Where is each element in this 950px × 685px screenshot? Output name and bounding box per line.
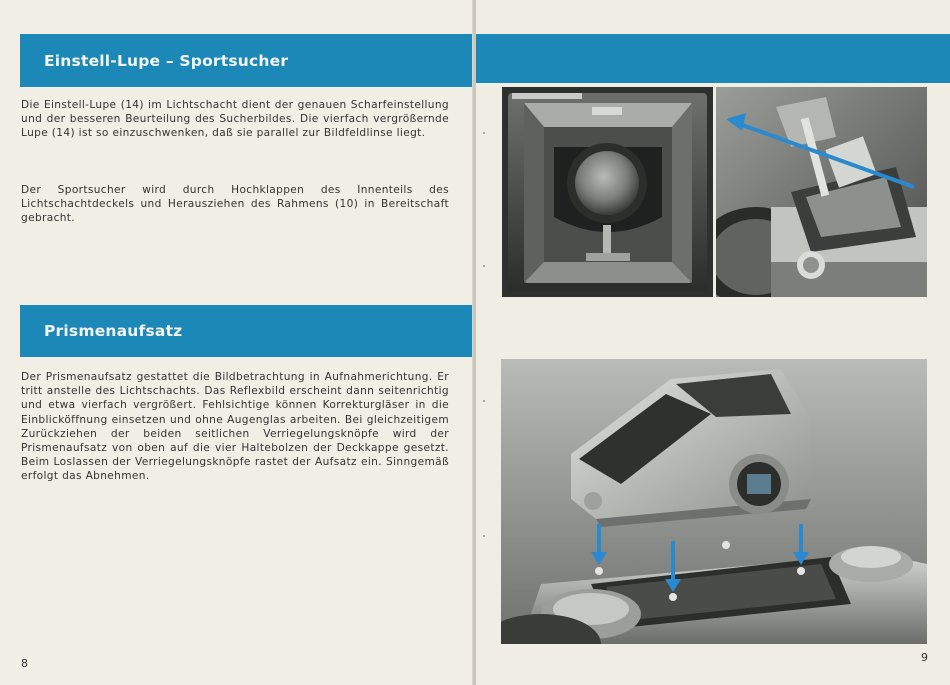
photo-sportsucher — [716, 87, 927, 297]
binding-hole — [483, 535, 485, 537]
paragraph-einstell-lupe: Die Einstell-Lupe (14) im Lichtschacht dient der genauen Scharfeinstellung und der besseren Beurteilung des Sucherbildes. Die vierfach vergrößernde Lupe (14) ist so einzuschwenken, daß sie parallel zur Bildfeldlinse liegt. — [21, 99, 449, 140]
page-number-right: 9 — [921, 651, 928, 664]
page-number-left: 8 — [21, 657, 28, 670]
photo-prismenaufsatz — [501, 359, 927, 644]
paragraph-sportsucher: Der Sportsucher wird durch Hochklappen des Innenteils des Lichtschachtdeckels und Herausziehen des Rahmens (10) in Bereitschaft gebracht. — [21, 184, 449, 225]
section-banner-einstell-lupe — [20, 34, 474, 87]
binding-hole — [483, 400, 485, 402]
paragraph-prismenaufsatz: Der Prismenaufsatz gestattet die Bildbetrachtung in Aufnahmerichtung. Er tritt anstelle des Lichtschachts. Das Reflexbild erscheint dann seitenrichtig und etwa vierfach vergrößert. Fehlsichtige können Korrekturgläser in die Einblicköffnung einsetzen und ohne Augenglas arbeiten. Bei gleichzeitigem Zurückziehen der beiden seitlichen Verriegelungsknöpfe wird der Prismenaufsatz von oben auf die vier Haltebolzen der Deckkappe gesetzt. Beim Loslassen der Verriegelungsknöpfe rastet der Aufsatz ein. Sinngemäß erfolgt das Abnehmen. — [21, 371, 449, 483]
binding-hole — [483, 132, 485, 134]
section-banner-right — [476, 34, 950, 83]
lichtschacht-illustration — [502, 87, 713, 297]
prismenaufsatz-illustration — [501, 359, 927, 644]
section-title-prismenaufsatz: Prismenaufsatz — [44, 322, 183, 340]
left-page — [0, 0, 474, 685]
binding-hole — [483, 265, 485, 267]
photo-lichtschacht-lupe — [502, 87, 713, 297]
section-banner-prismenaufsatz — [20, 305, 474, 357]
section-title-einstell-lupe: Einstell-Lupe – Sportsucher — [44, 52, 289, 70]
sportsucher-illustration — [716, 87, 927, 297]
